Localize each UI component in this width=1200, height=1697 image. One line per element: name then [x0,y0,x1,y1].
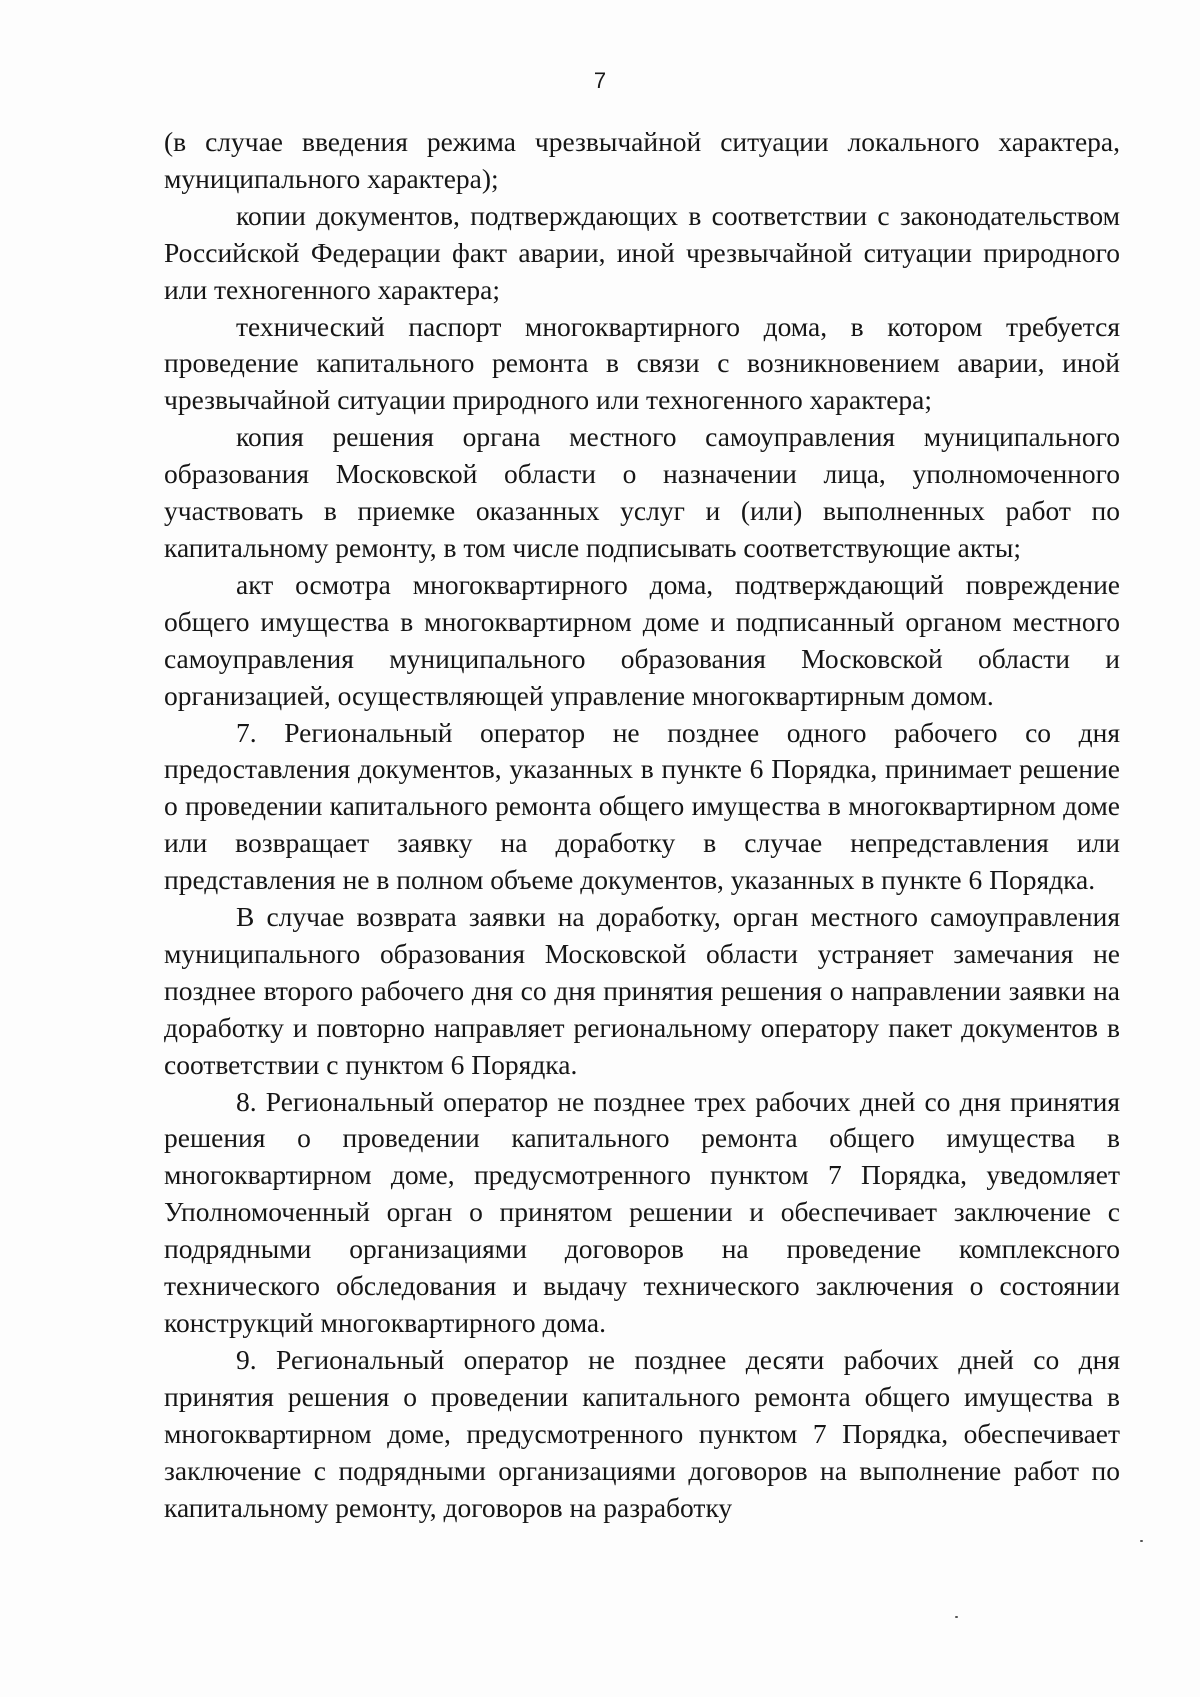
paragraph-clause-8: 8. Региональный оператор не позднее трех рабочих дней со дня принятия решения о проведении капитального ремонта общего имущества в многоквартирном доме, предусмотренного пунктом 7 Порядка, уведомляет Уполномоченный орган о принятом решении и обеспечивает заключение с подрядными организациями договоров на проведение комплексного технического обследования и выдачу технического заключения о состоянии конструкций многоквартирного дома. [164,1085,1120,1338]
scan-speck [955,1616,958,1618]
paragraph-clause-7: 7. Региональный оператор не позднее одного рабочего со дня предоставления документов, указанных в пункте 6 Порядка, принимает решение о проведении капитального ремонта общего имущества в многоквартирном доме или возвращает заявку на доработку в случае непредставления или представления не в полном объеме документов, указанных в пункте 6 Порядка. [164,716,1120,896]
paragraph-inspection-act: акт осмотра многоквартирного дома, подтверждающий повреждение общего имущества в многоквартирном доме и подписанный органом местного самоуправления муниципального образования Московской области и организацией, осуществляющей управление многоквартирным домом. [164,568,1120,711]
scan-speck [1140,1540,1143,1542]
paragraph-return-for-revision: В случае возврата заявки на доработку, орган местного самоуправления муниципального образования Московской области устраняет замечания не позднее второго рабочего дня со дня принятия решения о направлении заявки на доработку и повторно направляет региональному оператору пакет документов в соответствии с пунктом 6 Порядка. [164,901,1120,1080]
paragraph-accident-documents: копии документов, подтверждающих в соответствии с законодательством Российской Федерации факт аварии, иной чрезвычайной ситуации природного или техногенного характера; [164,199,1120,305]
document-body [164,124,1120,1526]
page-number: 7 [593,68,607,93]
paragraph-authorized-person-decision: копия решения органа местного самоуправления муниципального образования Московской области о назначении лица, уполномоченного участвовать в приемке оказанных услуг и (или) выполненных работ по капитальному ремонту, в том числе подписывать соответствующие акты; [164,421,1120,563]
paragraph-technical-passport: технический паспорт многоквартирного дома, в котором требуется проведение капитального ремонта в связи с возникновением аварии, иной чрезвычайной ситуации природного или техногенного характера; [164,310,1120,416]
paragraph-clause-9: 9. Региональный оператор не позднее десяти рабочих дней со дня принятия решения о проведении капитального ремонта общего имущества в многоквартирном доме, предусмотренного пунктом 7 Порядка, обеспечивает заключение с подрядными организациями договоров на выполнение работ по капитальному ремонту, договоров на разработку [164,1343,1120,1523]
paragraph-emergency-note: (в случае введения режима чрезвычайной ситуации локального характера, муниципального характера); [164,126,1120,194]
